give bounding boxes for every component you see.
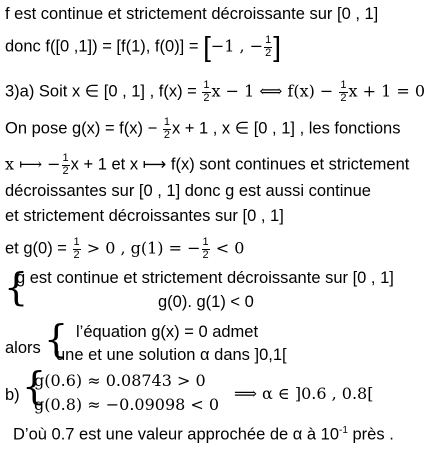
line-b-label bbox=[5, 387, 20, 404]
line-system1-b bbox=[158, 294, 254, 311]
line-functions bbox=[5, 153, 409, 177]
line-image-interval bbox=[5, 33, 281, 61]
text-conclusion-prefix: D’où 0.7 est une valeur approchée de α à 10 bbox=[13, 425, 340, 444]
fraction-half-3: $\frac{1}{2}$ bbox=[163, 116, 170, 141]
text-values-end: < 0 bbox=[210, 238, 245, 258]
line-3a bbox=[5, 80, 425, 104]
line-strictly bbox=[5, 208, 284, 225]
text-decreasing: décroissantes sur [0 , 1] donc g est aussi continue bbox=[5, 182, 371, 200]
line-values bbox=[5, 237, 244, 261]
line-g08 bbox=[34, 397, 219, 414]
text-functions-prefix: x ⟼ − bbox=[5, 154, 61, 174]
line-continuity bbox=[5, 6, 378, 23]
line-unique bbox=[56, 347, 287, 364]
text-alpha-result: ⟹ α ∈ ]0.6 , 0.8[ bbox=[234, 384, 374, 403]
line-on-pose bbox=[5, 117, 400, 141]
fraction-half-4: $\frac{1}{2}$ bbox=[62, 152, 69, 177]
bracket-close: ] bbox=[273, 31, 282, 62]
line-alpha-result bbox=[234, 386, 373, 403]
text-on-pose-end: x + 1 , x ∈ [0 , 1] , les fonctions bbox=[171, 119, 401, 138]
text-functions-end: x + 1 et x ⟼ f(x) sont continues et strictement bbox=[70, 155, 410, 174]
text-strictly: et strictement décroissantes sur [0 , 1] bbox=[5, 207, 284, 225]
text-equation: l’équation g(x) = 0 admet bbox=[76, 323, 259, 341]
fraction-half-6: $\frac{1}{2}$ bbox=[202, 236, 209, 261]
text-3a-mid: x − 1 ⟺ f(x) − bbox=[211, 81, 339, 101]
text-alors: alors bbox=[5, 339, 41, 357]
text-system1-a: g est continue et strictement décroissante sur [0 , 1] bbox=[16, 269, 394, 287]
text-image-prefix: donc f([0 ,1]) = [f(1), f(0)] = bbox=[5, 37, 204, 56]
line-g06 bbox=[34, 373, 206, 390]
line-alors bbox=[5, 340, 41, 357]
line-equation bbox=[76, 324, 258, 341]
brace-system-1: { bbox=[4, 265, 29, 309]
text-values-prefix: et g(0) = bbox=[5, 239, 72, 258]
bracket-open: [ bbox=[203, 31, 211, 62]
text-b-label: b) bbox=[5, 386, 20, 404]
text-on-pose-prefix: On pose g(x) = f(x) − bbox=[5, 119, 162, 138]
text-exponent: -1 bbox=[339, 425, 348, 436]
fraction-half-5: $\frac{1}{2}$ bbox=[73, 236, 80, 261]
fraction-half: $\frac{1}{2}$ bbox=[265, 33, 272, 59]
text-g08: g(0.8) ≈ −0.09098 < 0 bbox=[34, 395, 220, 414]
text-interval-left: −1 , − bbox=[210, 36, 264, 56]
text-continuity: f est continue et strictement décroissante sur [0 , 1] bbox=[5, 5, 379, 23]
text-g06: g(0.6) ≈ 0.08743 > 0 bbox=[34, 371, 206, 390]
line-decreasing bbox=[5, 183, 371, 200]
text-values-mid: > 0 , g(1) = − bbox=[81, 238, 201, 258]
fraction-half-1: $\frac{1}{2}$ bbox=[203, 79, 210, 104]
text-3a-end: x + 1 = 0 bbox=[348, 81, 426, 101]
text-unique: une et une solution α dans ]0,1[ bbox=[56, 346, 287, 364]
line-conclusion bbox=[13, 426, 394, 443]
line-system1-a bbox=[16, 270, 394, 287]
text-system1-b: g(0). g(1) < 0 bbox=[158, 293, 254, 311]
text-3a-prefix: 3)a) Soit x ∈ [0 , 1] , f(x) = bbox=[5, 82, 202, 101]
brace-system-3: { bbox=[22, 364, 47, 408]
fraction-half-2: $\frac{1}{2}$ bbox=[340, 79, 347, 104]
brace-system-2: { bbox=[44, 317, 69, 361]
text-conclusion-end: près . bbox=[347, 425, 394, 444]
